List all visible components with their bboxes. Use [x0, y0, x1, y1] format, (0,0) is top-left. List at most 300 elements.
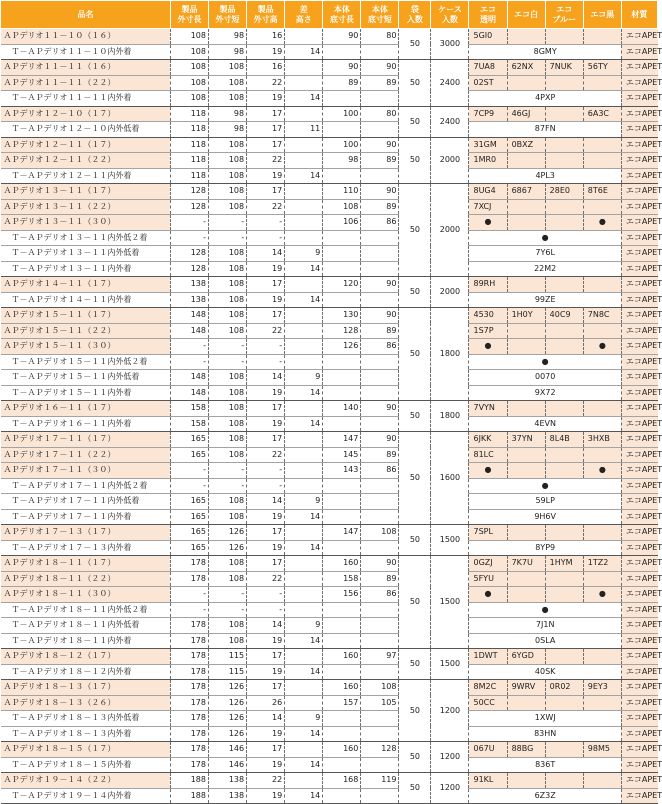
base-length — [323, 757, 361, 773]
material: エコAPET — [621, 695, 657, 711]
product-row — [1, 277, 658, 293]
material: エコAPET — [621, 463, 657, 479]
product-name: Ｔ－ＡＰデリオ１７－１１内外着 — [1, 509, 171, 525]
base-length — [323, 618, 361, 634]
outer-width: 108 — [209, 416, 247, 432]
product-row — [1, 773, 658, 789]
base-length: 90 — [323, 29, 361, 45]
product-row — [1, 571, 658, 587]
lid-row — [1, 726, 658, 742]
base-width — [361, 602, 399, 618]
product-row — [1, 106, 658, 122]
material: エコAPET — [621, 633, 657, 649]
lid-code: 22M2 — [469, 261, 621, 277]
outer-height: 14 — [247, 246, 285, 262]
height-diff: 9 — [285, 246, 323, 262]
code-eco-clear: 91KL — [469, 773, 507, 789]
base-width — [361, 788, 399, 804]
base-length: 89 — [323, 75, 361, 91]
outer-length: - — [170, 339, 208, 355]
code-eco-clear: ● — [469, 339, 507, 355]
outer-width: 108 — [209, 447, 247, 463]
product-row — [1, 587, 658, 603]
outer-length: 138 — [170, 292, 208, 308]
code-eco-black — [583, 571, 621, 587]
material: エコAPET — [621, 199, 657, 215]
product-row — [1, 742, 658, 758]
base-width — [361, 726, 399, 742]
base-length: 147 — [323, 525, 361, 541]
outer-length: 165 — [170, 509, 208, 525]
product-name: ＡＰデリオ１２－１１（２２） — [1, 153, 171, 169]
base-length — [323, 726, 361, 742]
code-eco-white — [507, 339, 545, 355]
height-diff: 9 — [285, 370, 323, 386]
product-name: Ｔ－ＡＰデリオ１３－１１内外着 — [1, 261, 171, 277]
product-row — [1, 184, 658, 200]
outer-width: 108 — [209, 401, 247, 417]
product-row — [1, 525, 658, 541]
base-length — [323, 711, 361, 727]
case-quantity: 2000 — [431, 277, 469, 308]
lid-row — [1, 509, 658, 525]
outer-height: 22 — [247, 323, 285, 339]
code-eco-white — [507, 463, 545, 479]
code-eco-blue: 0R02 — [545, 680, 583, 696]
lid-code: 83HN — [469, 726, 621, 742]
lid-row — [1, 540, 658, 556]
outer-height: 19 — [247, 664, 285, 680]
product-name: ＡＰデリオ１１－１１（２２） — [1, 75, 171, 91]
base-width: 89 — [361, 199, 399, 215]
outer-height: 14 — [247, 494, 285, 510]
outer-length: - — [170, 587, 208, 603]
lid-code: ● — [469, 354, 621, 370]
product-name: Ｔ－ＡＰデリオ１５－１１内外低２着 — [1, 354, 171, 370]
lid-code: 7Y6L — [469, 246, 621, 262]
code-eco-white: 88BG — [507, 742, 545, 758]
bag-quantity: 50 — [399, 680, 431, 742]
product-row — [1, 680, 658, 696]
height-diff: 14 — [285, 261, 323, 277]
base-length — [323, 44, 361, 60]
code-eco-blue — [545, 463, 583, 479]
base-width — [361, 494, 399, 510]
code-eco-clear: 1MR0 — [469, 153, 507, 169]
outer-width: 98 — [209, 44, 247, 60]
code-eco-white: 1H0Y — [507, 308, 545, 324]
outer-width: 108 — [209, 91, 247, 107]
outer-length: 178 — [170, 664, 208, 680]
base-width — [361, 664, 399, 680]
product-name: Ｔ－ＡＰデリオ１８－１１内外着 — [1, 633, 171, 649]
outer-length: 148 — [170, 308, 208, 324]
outer-width: 126 — [209, 525, 247, 541]
base-width — [361, 618, 399, 634]
height-diff — [285, 137, 323, 153]
product-row — [1, 447, 658, 463]
code-eco-blue — [545, 447, 583, 463]
case-quantity: 1800 — [431, 308, 469, 401]
code-eco-clear: 81LC — [469, 447, 507, 463]
outer-height: 17 — [247, 680, 285, 696]
outer-width: 115 — [209, 649, 247, 665]
material: エコAPET — [621, 370, 657, 386]
code-eco-blue: 1HYM — [545, 556, 583, 572]
base-length — [323, 478, 361, 494]
height-diff — [285, 106, 323, 122]
bag-quantity: 50 — [399, 401, 431, 432]
outer-length: 158 — [170, 416, 208, 432]
product-name: Ｔ－ＡＰデリオ１７－１１内外低２着 — [1, 478, 171, 494]
base-length: 108 — [323, 199, 361, 215]
case-quantity: 1500 — [431, 649, 469, 680]
height-diff: 14 — [285, 633, 323, 649]
outer-height: 17 — [247, 184, 285, 200]
product-row — [1, 29, 658, 45]
code-eco-blue — [545, 277, 583, 293]
outer-width: 108 — [209, 168, 247, 184]
base-width: 90 — [361, 277, 399, 293]
base-length — [323, 168, 361, 184]
product-name: ＡＰデリオ１８－１５（１７） — [1, 742, 171, 758]
lid-row — [1, 416, 658, 432]
code-eco-clear: ● — [469, 215, 507, 231]
outer-length: 178 — [170, 757, 208, 773]
outer-length: 178 — [170, 742, 208, 758]
outer-width: 108 — [209, 261, 247, 277]
material: エコAPET — [621, 230, 657, 246]
code-eco-black — [583, 695, 621, 711]
outer-length: 178 — [170, 711, 208, 727]
outer-length: 178 — [170, 571, 208, 587]
outer-length: 165 — [170, 525, 208, 541]
bag-quantity: 50 — [399, 277, 431, 308]
material: エコAPET — [621, 649, 657, 665]
outer-height: - — [247, 478, 285, 494]
material: エコAPET — [621, 137, 657, 153]
case-quantity: 2000 — [431, 137, 469, 184]
code-eco-white — [507, 401, 545, 417]
lid-code: 1XWJ — [469, 711, 621, 727]
base-width — [361, 292, 399, 308]
material: エコAPET — [621, 447, 657, 463]
code-eco-white — [507, 277, 545, 293]
height-diff: 14 — [285, 385, 323, 401]
base-length: 140 — [323, 401, 361, 417]
base-length: 160 — [323, 649, 361, 665]
product-row — [1, 463, 658, 479]
case-quantity: 3000 — [431, 29, 469, 60]
code-eco-black: 6A3C — [583, 106, 621, 122]
base-width: 86 — [361, 463, 399, 479]
outer-length: 165 — [170, 432, 208, 448]
outer-width: 108 — [209, 633, 247, 649]
bag-quantity: 50 — [399, 742, 431, 773]
bag-quantity: 50 — [399, 29, 431, 60]
code-eco-white — [507, 199, 545, 215]
base-length: 126 — [323, 339, 361, 355]
material: エコAPET — [621, 711, 657, 727]
base-width — [361, 261, 399, 277]
height-diff — [285, 199, 323, 215]
code-eco-blue — [545, 587, 583, 603]
height-diff — [285, 215, 323, 231]
base-length: 160 — [323, 680, 361, 696]
outer-width: 138 — [209, 773, 247, 789]
code-eco-clear: 02ST — [469, 75, 507, 91]
product-name: Ｔ－ＡＰデリオ１５－１１内外着 — [1, 385, 171, 401]
product-name: ＡＰデリオ１８－１２（１７） — [1, 649, 171, 665]
outer-width: 108 — [209, 323, 247, 339]
height-diff: 14 — [285, 664, 323, 680]
outer-length: 118 — [170, 168, 208, 184]
material: エコAPET — [621, 726, 657, 742]
material: エコAPET — [621, 308, 657, 324]
outer-height: 22 — [247, 75, 285, 91]
outer-width: 108 — [209, 277, 247, 293]
code-eco-clear: 0GZJ — [469, 556, 507, 572]
base-width — [361, 478, 399, 494]
base-width — [361, 385, 399, 401]
base-length: 157 — [323, 695, 361, 711]
code-eco-clear: 89RH — [469, 277, 507, 293]
outer-height: 17 — [247, 742, 285, 758]
material: エコAPET — [621, 618, 657, 634]
base-width — [361, 757, 399, 773]
outer-height: 14 — [247, 711, 285, 727]
outer-length: 165 — [170, 540, 208, 556]
code-eco-black — [583, 137, 621, 153]
base-length — [323, 122, 361, 138]
outer-height: - — [247, 230, 285, 246]
base-length: 160 — [323, 742, 361, 758]
base-width — [361, 416, 399, 432]
outer-height: 16 — [247, 60, 285, 76]
outer-length: 108 — [170, 75, 208, 91]
outer-length: 108 — [170, 60, 208, 76]
outer-length: - — [170, 602, 208, 618]
outer-length: 128 — [170, 184, 208, 200]
outer-length: 118 — [170, 153, 208, 169]
lid-row — [1, 633, 658, 649]
height-diff: 14 — [285, 292, 323, 308]
lid-row — [1, 44, 658, 60]
outer-width: - — [209, 230, 247, 246]
lid-code: 836T — [469, 757, 621, 773]
code-eco-black — [583, 401, 621, 417]
code-eco-blue — [545, 137, 583, 153]
height-diff — [285, 184, 323, 200]
outer-length: - — [170, 215, 208, 231]
base-width — [361, 633, 399, 649]
base-width — [361, 711, 399, 727]
product-name: ＡＰデリオ１２－１０（１７） — [1, 106, 171, 122]
base-width: 90 — [361, 184, 399, 200]
lid-row — [1, 618, 658, 634]
code-eco-blue: 8L4B — [545, 432, 583, 448]
lid-code: 8YP9 — [469, 540, 621, 556]
product-name: Ｔ－ＡＰデリオ１７－１３内外着 — [1, 540, 171, 556]
base-length — [323, 261, 361, 277]
product-name: Ｔ－ＡＰデリオ１２－１０内外低着 — [1, 122, 171, 138]
col-header-material: 材質 — [621, 1, 657, 29]
product-row — [1, 649, 658, 665]
col-header-outer-length: 製品 外寸長 — [170, 1, 208, 29]
lid-code: 0SLA — [469, 633, 621, 649]
product-name: ＡＰデリオ１３－１１（２２） — [1, 199, 171, 215]
material: エコAPET — [621, 680, 657, 696]
outer-length: - — [170, 478, 208, 494]
code-eco-white: 46GJ — [507, 106, 545, 122]
lid-code: 6Z3Z — [469, 788, 621, 804]
code-eco-clear: ● — [469, 463, 507, 479]
material: エコAPET — [621, 261, 657, 277]
product-name: Ｔ－ＡＰデリオ１４－１１内外着 — [1, 292, 171, 308]
height-diff: 14 — [285, 757, 323, 773]
outer-width: 115 — [209, 664, 247, 680]
code-eco-clear: 50CC — [469, 695, 507, 711]
outer-height: - — [247, 339, 285, 355]
code-eco-black: 9EY3 — [583, 680, 621, 696]
code-eco-white: 6867 — [507, 184, 545, 200]
product-row — [1, 401, 658, 417]
product-name: ＡＰデリオ１１－１０（１６） — [1, 29, 171, 45]
outer-width: 108 — [209, 153, 247, 169]
code-eco-black — [583, 773, 621, 789]
lid-row — [1, 91, 658, 107]
material: エコAPET — [621, 106, 657, 122]
code-eco-blue: 40C9 — [545, 308, 583, 324]
base-length: 160 — [323, 556, 361, 572]
height-diff — [285, 680, 323, 696]
lid-code: 87FN — [469, 122, 621, 138]
base-width: 128 — [361, 742, 399, 758]
outer-width: 146 — [209, 757, 247, 773]
lid-code: 9X72 — [469, 385, 621, 401]
base-width: 90 — [361, 137, 399, 153]
bag-quantity: 50 — [399, 308, 431, 401]
material: エコAPET — [621, 571, 657, 587]
outer-length: 158 — [170, 401, 208, 417]
outer-width: 108 — [209, 618, 247, 634]
outer-height: 22 — [247, 153, 285, 169]
lid-row — [1, 230, 658, 246]
code-eco-clear: 1S7P — [469, 323, 507, 339]
base-width: 90 — [361, 401, 399, 417]
code-eco-white: 9WRV — [507, 680, 545, 696]
height-diff: 14 — [285, 726, 323, 742]
code-eco-black: 98M5 — [583, 742, 621, 758]
material: エコAPET — [621, 184, 657, 200]
product-name: Ｔ－ＡＰデリオ１２－１１内外着 — [1, 168, 171, 184]
product-row — [1, 153, 658, 169]
base-length: 110 — [323, 184, 361, 200]
lid-row — [1, 788, 658, 804]
base-width — [361, 509, 399, 525]
base-length — [323, 540, 361, 556]
lid-row — [1, 757, 658, 773]
height-diff — [285, 649, 323, 665]
base-width — [361, 122, 399, 138]
base-width: 89 — [361, 323, 399, 339]
outer-length: 178 — [170, 633, 208, 649]
lid-row — [1, 354, 658, 370]
material: エコAPET — [621, 742, 657, 758]
material: エコAPET — [621, 509, 657, 525]
outer-height: 22 — [247, 447, 285, 463]
code-eco-clear: 1DWT — [469, 649, 507, 665]
base-width: 90 — [361, 60, 399, 76]
col-header-eco-clear: エコ 透明 — [469, 1, 507, 29]
material: エコAPET — [621, 215, 657, 231]
outer-length: 118 — [170, 137, 208, 153]
code-eco-clear: 7UA8 — [469, 60, 507, 76]
product-name: Ｔ－ＡＰデリオ１６－１１内外着 — [1, 416, 171, 432]
product-name: Ｔ－ＡＰデリオ１８－１５内外着 — [1, 757, 171, 773]
base-width — [361, 540, 399, 556]
product-name: ＡＰデリオ１５－１１（２２） — [1, 323, 171, 339]
outer-width: 98 — [209, 122, 247, 138]
base-width: 90 — [361, 432, 399, 448]
outer-height: 22 — [247, 199, 285, 215]
code-eco-black — [583, 649, 621, 665]
height-diff — [285, 60, 323, 76]
height-diff — [285, 571, 323, 587]
case-quantity: 1200 — [431, 742, 469, 773]
product-name: ＡＰデリオ１３－１１（１７） — [1, 184, 171, 200]
outer-height: - — [247, 215, 285, 231]
code-eco-black: 8T6E — [583, 184, 621, 200]
case-quantity: 2400 — [431, 60, 469, 107]
code-eco-clear: 8M2C — [469, 680, 507, 696]
outer-height: - — [247, 602, 285, 618]
bag-quantity: 50 — [399, 137, 431, 184]
code-eco-clear: 5FYU — [469, 571, 507, 587]
lid-code: 0070 — [469, 370, 621, 386]
outer-length: 148 — [170, 370, 208, 386]
code-eco-blue — [545, 75, 583, 91]
height-diff: 14 — [285, 416, 323, 432]
height-diff — [285, 478, 323, 494]
product-row — [1, 432, 658, 448]
base-width: 119 — [361, 773, 399, 789]
product-name: Ｔ－ＡＰデリオ１８－１１内外低２着 — [1, 602, 171, 618]
outer-length: 188 — [170, 773, 208, 789]
bag-quantity: 50 — [399, 525, 431, 556]
material: エコAPET — [621, 478, 657, 494]
base-length: 90 — [323, 60, 361, 76]
base-length: 143 — [323, 463, 361, 479]
outer-length: 178 — [170, 649, 208, 665]
outer-length: 178 — [170, 695, 208, 711]
col-header-eco-blue: エコ ブルー — [545, 1, 583, 29]
height-diff — [285, 773, 323, 789]
code-eco-blue — [545, 571, 583, 587]
base-width: 80 — [361, 29, 399, 45]
material: エコAPET — [621, 664, 657, 680]
outer-height: 19 — [247, 509, 285, 525]
height-diff: 14 — [285, 91, 323, 107]
outer-width: - — [209, 354, 247, 370]
height-diff — [285, 75, 323, 91]
product-name: ＡＰデリオ１７－１１（３０） — [1, 463, 171, 479]
outer-width: 108 — [209, 292, 247, 308]
outer-length: 108 — [170, 44, 208, 60]
base-length: 130 — [323, 308, 361, 324]
lid-row — [1, 246, 658, 262]
code-eco-white: 0BXZ — [507, 137, 545, 153]
